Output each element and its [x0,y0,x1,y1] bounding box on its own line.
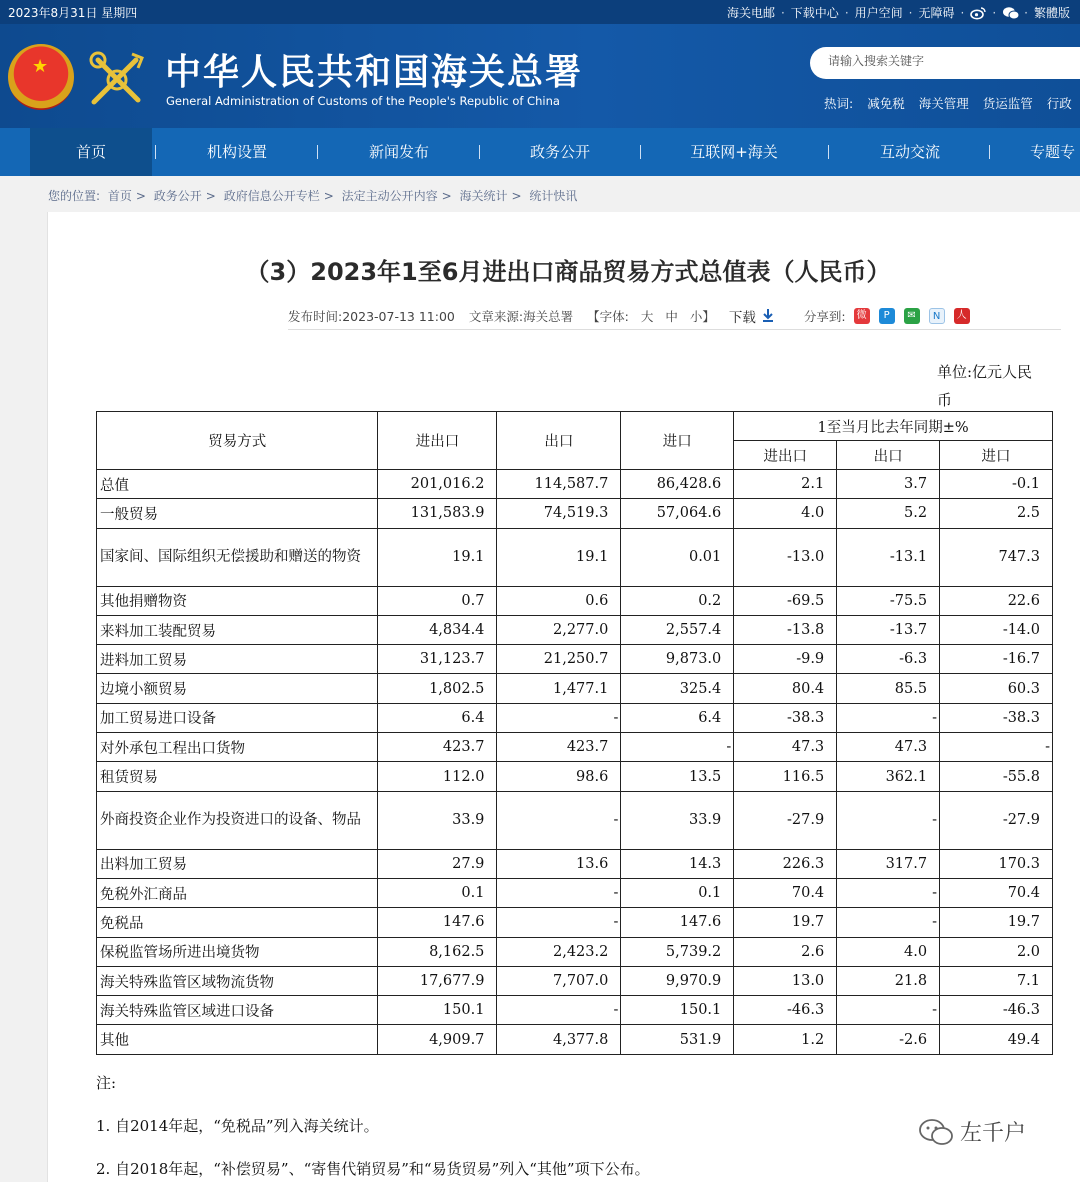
cell-yoy-import: 2.5 [940,499,1053,528]
cell-yoy-export: -2.6 [837,1025,940,1054]
cell-yoy-export: -13.7 [837,615,940,644]
cell-import: 147.6 [621,908,734,937]
table-row [97,996,1053,1025]
cell-yoy-total: -13.8 [734,615,837,644]
national-emblem-icon: ★ [8,44,74,110]
cell-yoy-import: -38.3 [940,703,1053,732]
cell-trade-type: 免税品 [97,908,378,937]
breadcrumb-item[interactable]: 海关统计 [459,189,508,203]
cell-total: 1,802.5 [378,674,497,703]
cell-trade-type: 外商投资企业作为投资进口的设备、物品 [97,791,378,849]
cell-export: 114,587.7 [497,470,621,499]
table-row [97,849,1053,878]
cell-yoy-import: -0.1 [940,470,1053,499]
separator: · [908,5,913,20]
table-row [97,966,1053,995]
cell-yoy-total: -13.0 [734,528,837,586]
cell-import: 86,428.6 [621,470,734,499]
cell-trade-type: 来料加工装配贸易 [97,615,378,644]
cell-total: 31,123.7 [378,645,497,674]
cell-import: - [621,733,734,762]
weibo-icon[interactable] [970,6,986,20]
share-qq-icon[interactable]: P [879,308,895,324]
cell-total: 8,162.5 [378,937,497,966]
notes [96,1072,650,1182]
nav-separator [828,145,829,159]
cell-yoy-import: 170.3 [940,849,1053,878]
nav-separator [317,145,318,159]
cell-total: 0.1 [378,878,497,907]
cell-import: 2,557.4 [621,615,734,644]
cell-import: 9,970.9 [621,966,734,995]
cell-yoy-total: 226.3 [734,849,837,878]
cell-import: 0.01 [621,528,734,586]
table-row [97,586,1053,615]
share-icons [854,308,970,324]
cell-trade-type: 国家间、国际组织无偿援助和赠送的物资 [97,528,378,586]
cell-yoy-export: - [837,996,940,1025]
cell-yoy-total: -27.9 [734,791,837,849]
cell-yoy-total: 2.1 [734,470,837,499]
cell-yoy-import: 60.3 [940,674,1053,703]
table-row [97,615,1053,644]
table-row [97,470,1053,499]
cell-total: 19.1 [378,528,497,586]
link-download-center[interactable]: 下载中心 [790,6,839,20]
nav-separator [479,145,480,159]
link-accessibility[interactable]: 无障碍 [918,6,955,20]
nav-organization[interactable]: 机构设置 [206,143,267,161]
cell-import: 9,873.0 [621,645,734,674]
share-renren-icon[interactable]: 人 [954,308,970,324]
cell-import: 33.9 [621,791,734,849]
nav-internet-customs[interactable]: 互联网+海关 [690,143,778,161]
cell-export: 2,277.0 [497,615,621,644]
nav-home[interactable]: 首页 [30,128,152,176]
hot-words-label: 热词: [824,96,854,111]
wechat-icon[interactable] [1002,6,1018,20]
font-medium-button[interactable]: 中 [665,309,678,324]
cell-yoy-total: -38.3 [734,703,837,732]
cell-export: - [497,878,621,907]
divider [288,329,1061,330]
table-row [97,528,1053,586]
article-panel [47,212,1080,1182]
table-row [97,762,1053,791]
cell-yoy-import: - [940,733,1053,762]
cell-trade-type: 海关特殊监管区域物流货物 [97,966,378,995]
current-date: 2023年8月31日 星期四 [8,6,138,20]
utility-links [727,4,1070,21]
cell-trade-type: 租赁贸易 [97,762,378,791]
breadcrumb-item[interactable]: 政府信息公开专栏 [223,189,320,203]
nav-separator [989,145,990,159]
cell-total: 150.1 [378,996,497,1025]
cell-yoy-export: - [837,908,940,937]
cell-import: 5,739.2 [621,937,734,966]
cell-yoy-import: 49.4 [940,1025,1053,1054]
header-trade-type: 贸易方式 [97,412,378,470]
cell-total: 33.9 [378,791,497,849]
cell-total: 201,016.2 [378,470,497,499]
cell-total: 4,834.4 [378,615,497,644]
hot-word-link[interactable]: 货运监管 [982,96,1033,111]
cell-yoy-export: -6.3 [837,645,940,674]
hot-word-link[interactable]: 海关管理 [918,96,969,111]
cell-trade-type: 总值 [97,470,378,499]
cell-yoy-export: 4.0 [837,937,940,966]
search-box [810,47,1080,79]
top-utility-bar [0,0,1080,24]
cell-trade-type: 对外承包工程出口货物 [97,733,378,762]
cell-import: 0.2 [621,586,734,615]
cell-yoy-export: -13.1 [837,528,940,586]
table-row [97,703,1053,732]
font-size-label: 【字体: [587,309,629,324]
cell-trade-type: 一般贸易 [97,499,378,528]
cell-total: 147.6 [378,908,497,937]
cell-import: 6.4 [621,703,734,732]
notes-title: 注: [96,1074,117,1092]
cell-yoy-total: 19.7 [734,908,837,937]
share-news-icon[interactable]: N [929,308,945,324]
table-row [97,791,1053,849]
cell-yoy-total: 1.2 [734,1025,837,1054]
cell-total: 0.7 [378,586,497,615]
cell-yoy-export: 3.7 [837,470,940,499]
header-yoy-export: 出口 [837,441,940,470]
cell-yoy-export: 362.1 [837,762,940,791]
article-meta [288,306,970,326]
nav-news[interactable]: 新闻发布 [368,143,429,161]
table-row [97,499,1053,528]
cell-import: 0.1 [621,878,734,907]
cell-export: 98.6 [497,762,621,791]
cell-yoy-total: -46.3 [734,996,837,1025]
nav-interaction[interactable]: 互动交流 [879,143,940,161]
cell-import: 531.9 [621,1025,734,1054]
cell-export: 423.7 [497,733,621,762]
article-source: 海关总署 [523,309,574,324]
hot-word-link[interactable]: 行政 [1046,96,1072,111]
cell-trade-type: 加工贸易进口设备 [97,703,378,732]
search-input[interactable] [828,54,1068,68]
cell-total: 17,677.9 [378,966,497,995]
cell-trade-type: 免税外汇商品 [97,878,378,907]
cell-trade-type: 其他 [97,1025,378,1054]
breadcrumb-item[interactable]: 首页 [107,189,132,203]
hot-word-link[interactable]: 减免税 [867,96,905,111]
cell-yoy-import: -46.3 [940,996,1053,1025]
cell-total: 6.4 [378,703,497,732]
source-label: 文章来源: [468,309,524,324]
site-title: 中华人民共和国海关总署 [165,51,584,93]
cell-export: 1,477.1 [497,674,621,703]
cell-yoy-total: 47.3 [734,733,837,762]
separator: · [844,5,849,20]
cell-export: 2,423.2 [497,937,621,966]
cell-total: 4,909.7 [378,1025,497,1054]
breadcrumb-item[interactable]: 政务公开 [153,189,202,203]
cell-yoy-export: 21.8 [837,966,940,995]
cell-export: - [497,996,621,1025]
cell-yoy-total: -9.9 [734,645,837,674]
site-subtitle: General Administration of Customs of the People's Republic of China [166,94,560,108]
cell-yoy-total: -69.5 [734,586,837,615]
nav-special-topics[interactable]: 专题专 [1030,143,1076,161]
table-row [97,908,1053,937]
header-yoy-import: 进口 [940,441,1053,470]
cell-yoy-total: 80.4 [734,674,837,703]
cell-yoy-export: 317.7 [837,849,940,878]
unit-label: 单位:亿元人民 币 [937,363,1033,409]
cell-total: 27.9 [378,849,497,878]
cell-yoy-total: 116.5 [734,762,837,791]
nav-separator [640,145,641,159]
cell-export: 74,519.3 [497,499,621,528]
cell-yoy-import: 70.4 [940,878,1053,907]
cell-import: 14.3 [621,849,734,878]
cell-yoy-import: -16.7 [940,645,1053,674]
cell-yoy-import: 7.1 [940,966,1053,995]
cell-yoy-total: 4.0 [734,499,837,528]
cell-trade-type: 保税监管场所进出境货物 [97,937,378,966]
table-row [97,937,1053,966]
separator: · [960,5,965,20]
wechat-account-badge [918,1116,1026,1147]
cell-total: 131,583.9 [378,499,497,528]
note-item: 2. 自2018年起，“补偿贸易”、“寄售代销贸易”和“易货贸易”列入“其他”项下公布。 [96,1160,650,1178]
nav-separator [155,145,156,159]
link-traditional-chinese[interactable]: 繁體版 [1033,6,1070,20]
cell-export: 13.6 [497,849,621,878]
font-small-button[interactable]: 小】 [689,309,715,324]
share-wechat-icon[interactable]: ✉ [904,308,920,324]
link-user-space[interactable]: 用户空间 [854,6,903,20]
header-total: 进出口 [378,412,497,470]
cell-yoy-export: 5.2 [837,499,940,528]
share-label: 分享到: [803,309,846,324]
breadcrumb-item[interactable]: 统计快讯 [529,189,578,203]
cell-trade-type: 其他捐赠物资 [97,586,378,615]
cell-yoy-total: 70.4 [734,878,837,907]
header-yoy-total: 进出口 [734,441,837,470]
breadcrumb: 您的位置: 首页 > 政务公开 > 政府信息公开专栏 > 法定主动公开内容 > 海关统计 > 统计快讯 [48,189,578,203]
cell-yoy-total: 13.0 [734,966,837,995]
font-large-button[interactable]: 大 [640,309,654,324]
cell-yoy-export: - [837,878,940,907]
share-weibo-icon[interactable]: 微 [854,308,870,324]
header-yoy-group: 1至当月比去年同期±% [734,412,1053,441]
cell-export: 0.6 [497,586,621,615]
cell-yoy-import: 19.7 [940,908,1053,937]
cell-total: 112.0 [378,762,497,791]
cell-import: 150.1 [621,996,734,1025]
site-header [0,24,1080,128]
cell-yoy-import: 22.6 [940,586,1053,615]
download-icon[interactable] [762,308,774,325]
hot-words [824,94,1072,112]
table-row [97,645,1053,674]
link-customs-email[interactable]: 海关电邮 [726,6,775,20]
publish-time-label: 发布时间: [288,309,343,324]
cell-trade-type: 出料加工贸易 [97,849,378,878]
cell-import: 57,064.6 [621,499,734,528]
cell-export: 19.1 [497,528,621,586]
separator: · [1024,5,1028,20]
table-row [97,878,1053,907]
table-row [97,1025,1053,1054]
cell-total: 423.7 [378,733,497,762]
publish-time: 2023-07-13 11:00 [342,308,455,324]
table-row [97,733,1053,762]
cell-yoy-export: 85.5 [837,674,940,703]
header-import: 进口 [621,412,734,470]
cell-export: - [497,703,621,732]
account-name: 左千户 [960,1121,1027,1146]
cell-export: 4,377.8 [497,1025,621,1054]
cell-yoy-import: -27.9 [940,791,1053,849]
cell-yoy-export: - [837,703,940,732]
article-title: （3）2023年1至6月进出口商品贸易方式总值表（人民币） [245,258,891,286]
cell-trade-type: 海关特殊监管区域进口设备 [97,996,378,1025]
nav-government-affairs[interactable]: 政务公开 [529,143,590,161]
breadcrumb-label: 您的位置: [48,189,101,203]
cell-trade-type: 进料加工贸易 [97,645,378,674]
download-link[interactable]: 下载 [728,310,756,326]
cell-import: 325.4 [621,674,734,703]
wechat-icon [918,1118,954,1146]
cell-yoy-export: - [837,791,940,849]
breadcrumb-item[interactable]: 法定主动公开内容 [341,189,438,203]
cell-yoy-total: 2.6 [734,937,837,966]
customs-logo-icon [84,46,150,112]
cell-yoy-export: -75.5 [837,586,940,615]
header-export: 出口 [497,412,621,470]
cell-export: - [497,791,621,849]
trade-table [96,411,1053,1055]
cell-trade-type: 边境小额贸易 [97,674,378,703]
main-nav [0,128,1080,176]
cell-yoy-import: 747.3 [940,528,1053,586]
separator: · [992,5,997,20]
note-item: 1. 自2014年起，“免税品”列入海关统计。 [96,1117,379,1135]
cell-export: 7,707.0 [497,966,621,995]
table-row [97,674,1053,703]
cell-export: 21,250.7 [497,645,621,674]
cell-yoy-export: 47.3 [837,733,940,762]
cell-yoy-import: 2.0 [940,937,1053,966]
cell-yoy-import: -14.0 [940,615,1053,644]
cell-yoy-import: -55.8 [940,762,1053,791]
separator: · [780,5,785,20]
cell-import: 13.5 [621,762,734,791]
cell-export: - [497,908,621,937]
